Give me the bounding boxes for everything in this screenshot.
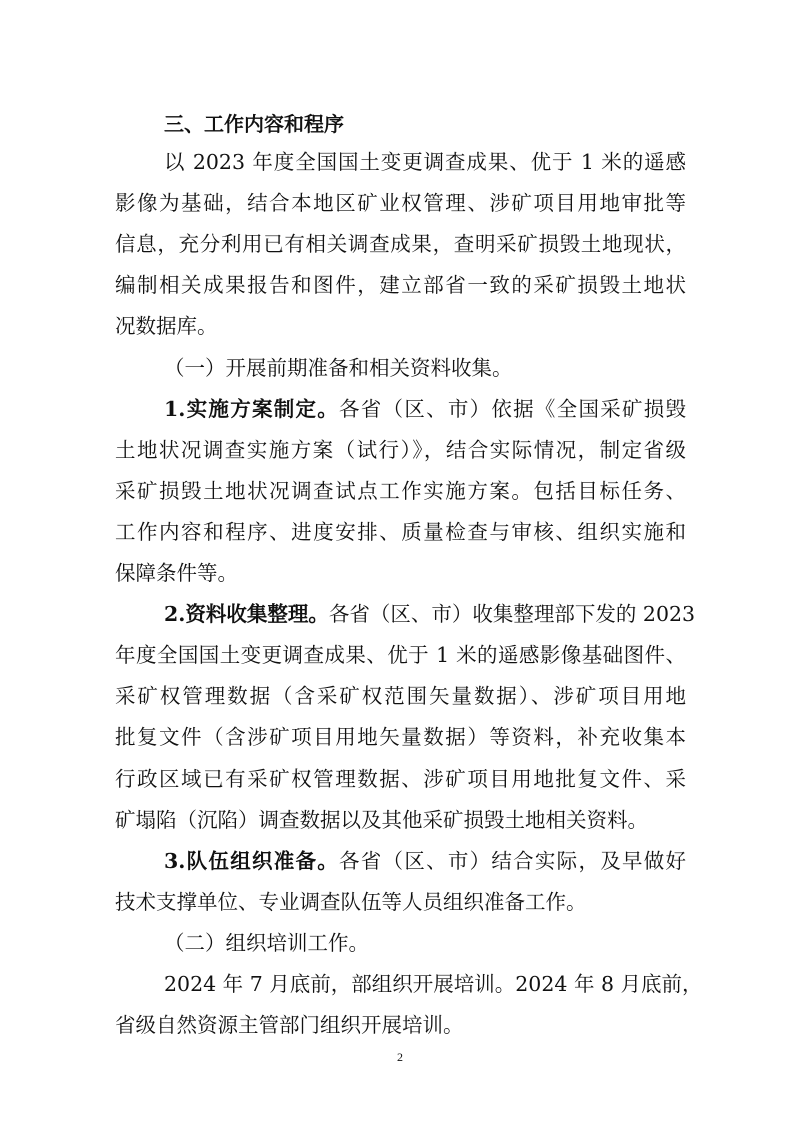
text-line bbox=[164, 969, 703, 999]
line-text: 信息，充分利用已有相关调查成果，查明采矿损毁土地现状， bbox=[115, 232, 686, 257]
paragraph-lead: 1.实施方案制定。 bbox=[164, 396, 340, 421]
text-line bbox=[115, 229, 686, 259]
line-text: 以 2023 年度全国国土变更调查成果、优于 1 米的遥感 bbox=[164, 150, 686, 174]
text-line bbox=[115, 722, 686, 752]
line-text: 影像为基础，结合本地区矿业权管理、涉矿项目用地审批等 bbox=[115, 191, 686, 216]
text-line bbox=[115, 558, 686, 588]
line-text: 保障条件等。 bbox=[115, 561, 238, 585]
section-heading: 三、工作内容和程序 bbox=[164, 112, 344, 136]
text-line bbox=[164, 599, 696, 629]
line-text: 各省（区、市）结合实际，及早做好 bbox=[339, 848, 687, 873]
text-line bbox=[115, 1010, 686, 1040]
text-line bbox=[115, 435, 686, 465]
text-line bbox=[115, 517, 686, 547]
line-text: 省级自然资源主管部门组织开展培训。 bbox=[115, 1013, 464, 1038]
text-line bbox=[164, 353, 686, 383]
text-line bbox=[115, 805, 686, 835]
line-text: （二）组织培训工作。 bbox=[164, 930, 369, 955]
text-line bbox=[115, 270, 686, 300]
text-line bbox=[164, 846, 686, 876]
text-line bbox=[164, 394, 686, 424]
text-line bbox=[115, 640, 686, 670]
paragraph-lead: 3.队伍组织准备。 bbox=[164, 848, 340, 873]
text-line bbox=[115, 311, 686, 341]
line-text: 工作内容和程序、进度安排、质量检查与审核、组织实施和 bbox=[115, 519, 686, 544]
line-text: 行政区域已有采矿权管理数据、涉矿项目用地批复文件、采 bbox=[115, 766, 686, 791]
line-text: 采矿权管理数据（含采矿权范围矢量数据）、涉矿项目用地 bbox=[115, 684, 686, 709]
text-line bbox=[115, 681, 686, 711]
line-text: 各省（区、市）依据《全国采矿损毁 bbox=[339, 396, 687, 421]
line-text: 年度全国国土变更调查成果、优于 1 米的遥感影像基础图件、 bbox=[115, 643, 686, 668]
line-text: 编制相关成果报告和图件，建立部省一致的采矿损毁土地状 bbox=[115, 273, 686, 298]
text-line bbox=[164, 928, 686, 958]
line-text: （一）开展前期准备和相关资料收集。 bbox=[164, 355, 513, 380]
text-line bbox=[115, 887, 686, 917]
line-text: 土地状况调查实施方案（试行）》，结合实际情况，制定省级 bbox=[115, 437, 686, 462]
line-text: 2024 年 7 月底前，部组织开展培训。2024 年 8 月底前， bbox=[164, 972, 703, 996]
line-text: 采矿损毁土地状况调查试点工作实施方案。包括目标任务、 bbox=[115, 478, 686, 503]
line-text: 技术支撑单位、专业调查队伍等人员组织准备工作。 bbox=[115, 889, 587, 914]
line-text: 况数据库。 bbox=[115, 314, 218, 339]
text-line bbox=[115, 764, 686, 794]
line-text: 批复文件（含涉矿项目用地矢量数据）等资料，补充收集本 bbox=[115, 725, 686, 750]
text-line bbox=[115, 188, 686, 218]
line-text: 矿塌陷（沉陷）调查数据以及其他采矿损毁土地相关资料。 bbox=[115, 807, 648, 832]
text-line bbox=[164, 147, 686, 177]
line-text: 各省（区、市）收集整理部下发的 2023 bbox=[328, 602, 696, 627]
paragraph-lead: 2.资料收集整理。 bbox=[164, 602, 329, 627]
page-number: 2 bbox=[397, 1050, 403, 1064]
text-line bbox=[115, 476, 686, 506]
